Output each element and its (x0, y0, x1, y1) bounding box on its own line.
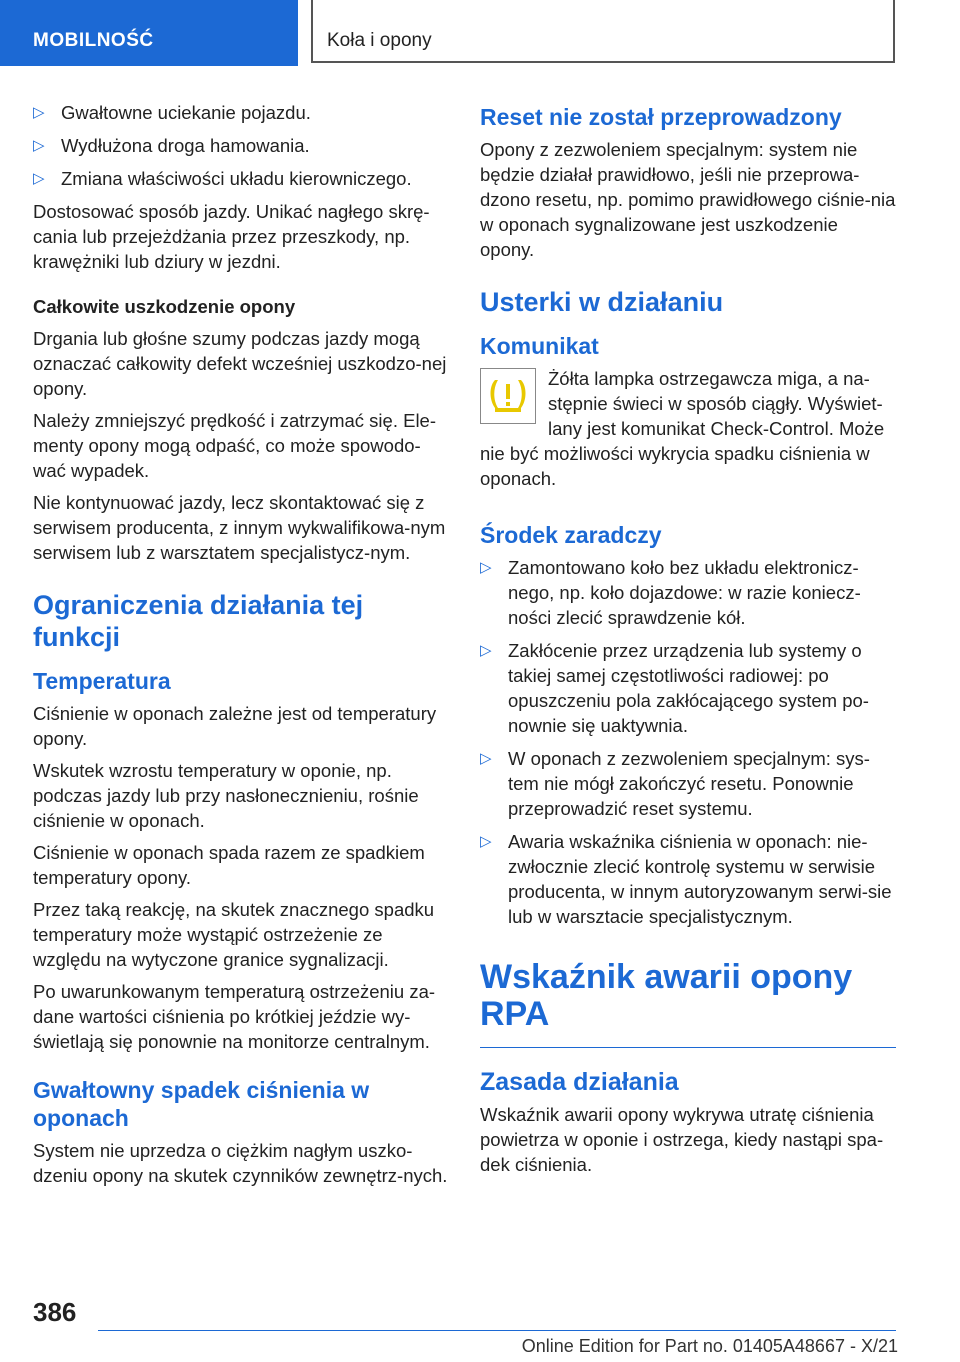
list-item: ▷ Wydłużona droga hamowania. (33, 135, 310, 156)
paragraph: Przez taką reakcję, na skutek znacznego spadku temperatury może wystąpić ostrzeżenie ze względu na wytyczone granice sygnalizacji. (33, 899, 435, 970)
divider (480, 1047, 896, 1048)
chapter-title: Koła i opony (311, 0, 895, 63)
paragraph: Opony z zezwoleniem specjalnym: system nie będzie działał prawidłowo, jeśli nie przeprowa-dzono resetu, np. pomimo prawidłowego ciśnie-nia w oponach sygnalizowane jest uszkodzenie opony. (480, 139, 896, 260)
list-item: ▷ Zamontowano koło bez układu elektronicz-nego, np. koło dojazdowe: w razie koniecz-ności zlecić sprawdzenie kół. (480, 557, 861, 628)
right-column (480, 100, 896, 1184)
paragraph: Nie kontynuować jazdy, lecz skontaktować się z serwisem producenta, z innym wykwalifikowa-nym serwisem lub z warsztatem specjalistycz-nym. (33, 492, 446, 563)
subsection-heading: Zasada działania (480, 1068, 679, 1096)
triangle-bullet-icon: ▷ (33, 104, 45, 121)
tire-pressure-warning-icon (480, 368, 536, 424)
paragraph: System nie uprzedza o ciężkim nagłym uszko-dzeniu opony na skutek czynników zewnętrz-nych. (33, 1140, 448, 1186)
paragraph: Wskutek wzrostu temperatury w oponie, np. podczas jazdy lub przy nasłonecznieniu, rośnie ciśnienie w oponach. (33, 760, 419, 831)
triangle-bullet-icon: ▷ (33, 137, 45, 154)
triangle-bullet-icon: ▷ (480, 833, 492, 850)
warning-block (480, 366, 896, 491)
paragraph: Żółta lampka ostrzegawcza miga, a na-stępnie świeci w sposób ciągły. Wyświet-lany jest komunikat Check-Control. Może nie być możliwości wykrycia spadku ciśnienia w oponach. (480, 368, 885, 489)
paragraph: Wskaźnik awarii opony wykrywa utratę ciśnienia powietrza w oponie i ostrzega, kiedy nastąpi spa-dek ciśnienia. (480, 1104, 884, 1175)
subsection-heading: Reset nie został przeprowadzony (480, 104, 842, 130)
subheading: Całkowite uszkodzenie opony (33, 296, 296, 317)
paragraph: Należy zmniejszyć prędkość i zatrzymać się. Ele-menty opony mogą odpaść, co może spowodo-wać wypadek. (33, 410, 436, 481)
page-header (0, 0, 960, 66)
triangle-bullet-icon: ▷ (480, 750, 492, 767)
subsection-heading: Temperatura (33, 668, 171, 694)
paragraph: Dostosować sposób jazdy. Unikać nagłego skrę-cania lub przejeżdżania przez przeszkody, np. krawężniki lub dziury w jezdni. (33, 201, 430, 272)
chapter-heading: Wskaźnik awarii opony RPA (480, 958, 853, 1033)
triangle-bullet-icon: ▷ (33, 170, 45, 187)
list-item: ▷ W oponach z zezwoleniem specjalnym: sys-tem nie mógł zakończyć resetu. Ponownie przeprowadzić reset systemu. (480, 748, 870, 819)
left-column (33, 100, 449, 1195)
paragraph: Po uwarunkowanym temperaturą ostrzeżeniu za-dane wartości ciśnienia po krótkiej jeździe wy-świetlają się ponownie na monitorze centralnym. (33, 981, 436, 1052)
triangle-bullet-icon: ▷ (480, 642, 492, 659)
list-item: ▷ Zakłócenie przez urządzenia lub systemy o takiej samej częstotliwości radiowej: po opuszczeniu pola zakłócającego system po-nownie się uaktywnia. (480, 640, 869, 736)
subsection-heading: Komunikat (480, 333, 599, 359)
paragraph: Drgania lub głośne szumy podczas jazdy mogą oznaczać całkowity defekt wcześniej uszkodzo-nej opony. (33, 328, 447, 399)
section-heading: Ograniczenia działania tej funkcji (33, 590, 364, 652)
paragraph: Ciśnienie w oponach spada razem ze spadkiem temperatury opony. (33, 842, 425, 888)
section-label: MOBILNOŚĆ (0, 0, 298, 66)
section-heading: Usterki w działaniu (480, 287, 724, 317)
list-item: ▷ Gwałtowne uciekanie pojazdu. (33, 102, 311, 123)
page-number: 386 (33, 1297, 77, 1327)
subsection-heading: Gwałtowny spadek ciśnienia w oponach (33, 1077, 370, 1131)
list-item: ▷ Awaria wskaźnika ciśnienia w oponach: nie-zwłocznie zlecić kontrolę systemu w serwisie producenta, w innym autoryzowanym serwi-sie lub w warsztacie specjalistycznym. (480, 831, 892, 927)
edition-note: Online Edition for Part no. 01405A48667 - X/21 (521, 1336, 898, 1356)
list-item: ▷ Zmiana właściwości układu kierowniczego. (33, 168, 412, 189)
paragraph: Ciśnienie w oponach zależne jest od temperatury opony. (33, 703, 437, 749)
footer-divider (98, 1330, 896, 1331)
subsection-heading: Środek zaradczy (480, 522, 662, 548)
triangle-bullet-icon: ▷ (480, 559, 492, 576)
